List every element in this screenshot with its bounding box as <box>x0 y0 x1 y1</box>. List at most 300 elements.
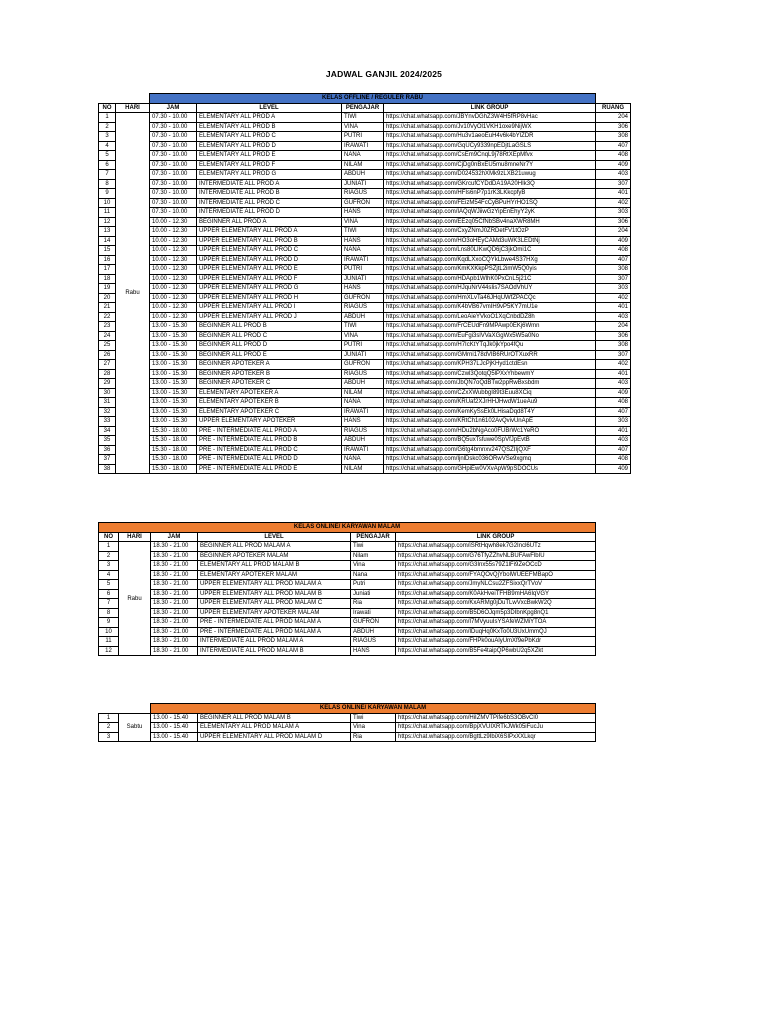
pengajar-cell: PUTRI <box>342 341 384 351</box>
table-row <box>99 417 631 427</box>
pengajar-cell: JUNIATI <box>342 179 384 189</box>
pengajar-cell: Tiwi <box>351 542 396 552</box>
table-row <box>99 179 631 189</box>
row-number: 18 <box>99 274 116 284</box>
link-group-link[interactable]: https://chat.whatsapp.com/CjDg0nBxEU5mu8mneNr7Y <box>384 160 596 170</box>
table-row <box>99 303 631 313</box>
jam-cell: 10.00 - 12.30 <box>150 284 197 294</box>
level-cell: BEGINNER ALL PROD E <box>197 350 342 360</box>
link-group-link[interactable]: https://chat.whatsapp.com/Czwl3QotqQ5lPXxYhbewmY <box>384 369 596 379</box>
level-cell: ELEMENTARY ALL PROD MALAM B <box>198 561 351 571</box>
table-row <box>99 341 631 351</box>
table-row <box>99 407 631 417</box>
level-cell: ELEMENTARY ALL PROD A <box>197 113 342 123</box>
link-group-link[interactable]: https://chat.whatsapp.com/GMrni178dVlB6RUrOTXuxRR <box>384 350 596 360</box>
level-cell: ELEMENTARY ALL PROD D <box>197 141 342 151</box>
row-number: 12 <box>99 217 116 227</box>
header-no: NO <box>99 532 119 542</box>
jam-cell: 07.30 - 10.00 <box>150 189 197 199</box>
table-row <box>99 426 631 436</box>
table-row <box>99 542 596 552</box>
pengajar-cell: GUFRON <box>351 618 396 628</box>
row-number: 2 <box>99 551 119 561</box>
pengajar-cell: RIAGUS <box>351 637 396 647</box>
header-level: LEVEL <box>198 532 351 542</box>
row-number: 10 <box>99 198 116 208</box>
row-number: 10 <box>99 627 119 637</box>
link-group-link[interactable]: https://chat.whatsapp.com/FrCEUdFn9MPAwp0EKj6Wmn <box>384 322 596 332</box>
table-row <box>99 608 596 618</box>
row-number: 20 <box>99 293 116 303</box>
link-group-link[interactable]: https://chat.whatsapp.com/EuFgi3slVVaXGgWx5W5a0No <box>384 331 596 341</box>
ruang-cell: 306 <box>596 331 631 341</box>
table-row <box>99 455 631 465</box>
table-row <box>99 151 631 161</box>
offline-schedule-table <box>98 93 631 474</box>
pengajar-cell: RIAGUS <box>342 426 384 436</box>
jam-cell: 10.00 - 12.30 <box>150 217 197 227</box>
jam-cell: 15.30 - 18.00 <box>150 445 197 455</box>
table-row <box>99 293 631 303</box>
row-number: 26 <box>99 350 116 360</box>
ruang-cell: 407 <box>596 407 631 417</box>
table-row <box>99 170 631 180</box>
level-cell: UPPER ELEMENTARY APOTEKER <box>197 417 342 427</box>
level-cell: BEGINNER APOTEKER B <box>197 369 342 379</box>
jam-cell: 18.30 - 21.00 <box>151 646 198 656</box>
link-group-link[interactable]: https://chat.whatsapp.com/KemKySsEk0LHisaDqd8T4Y <box>384 407 596 417</box>
pengajar-cell: NANA <box>342 151 384 161</box>
level-cell: ELEMENTARY ALL PROD G <box>197 170 342 180</box>
online-saturday-banner: KELAS ONLINE/ KARYAWAN MALAM <box>151 704 596 714</box>
level-cell: INTERMEDIATE ALL PROD MALAM B <box>198 646 351 656</box>
table-row <box>99 580 596 590</box>
table-row <box>99 208 631 218</box>
level-cell: INTERMEDIATE ALL PROD A <box>197 179 342 189</box>
pengajar-cell: VINA <box>342 122 384 132</box>
hari-cell: Sabtu <box>119 713 151 742</box>
row-number: 36 <box>99 445 116 455</box>
table-row <box>99 713 596 723</box>
jam-cell: 13.00 - 15.30 <box>150 341 197 351</box>
ruang-cell: 409 <box>596 388 631 398</box>
link-group-link[interactable]: https://chat.whatsapp.com/Hu3v1aeoEuH4v6k4bYlZDR <box>384 132 596 142</box>
row-number: 23 <box>99 322 116 332</box>
link-group-link[interactable]: https://chat.whatsapp.com/K0AkHveiTFHB9mHA6IqVGY <box>396 589 596 599</box>
jam-cell: 13.00 - 15.30 <box>150 379 197 389</box>
row-number: 4 <box>99 570 119 580</box>
header-no: NO <box>99 103 116 113</box>
ruang-cell: 401 <box>596 303 631 313</box>
link-group-link[interactable]: https://chat.whatsapp.com/HDApb1WlhK0PxCnL5j21C <box>384 274 596 284</box>
link-group-link[interactable]: https://chat.whatsapp.com/BgttLz9IbiX6SIPxXXLkqr <box>396 732 596 742</box>
pengajar-cell: Vina <box>351 723 396 733</box>
level-cell: ELEMENTARY APOTEKER B <box>197 398 342 408</box>
header-pengajar: PENGAJAR <box>342 103 384 113</box>
jam-cell: 07.30 - 10.00 <box>150 170 197 180</box>
row-number: 3 <box>99 561 119 571</box>
level-cell: ELEMENTARY APOTEKER A <box>197 388 342 398</box>
row-number: 7 <box>99 170 116 180</box>
link-group-link[interactable]: https://chat.whatsapp.com/IDuqHq0KxTo0U3UxUmmQJ <box>396 627 596 637</box>
online-weekday-table <box>98 522 596 656</box>
jam-cell: 18.30 - 21.00 <box>151 599 198 609</box>
link-group-link[interactable]: https://chat.whatsapp.com/FHPk0ouAlyUmXf9ePbKdr <box>396 637 596 647</box>
hari-cell: Rabu <box>119 542 151 656</box>
pengajar-cell: NILAM <box>342 464 384 474</box>
online-saturday-table <box>98 703 596 742</box>
online-weekday-banner: KELAS ONLINE/ KARYAWAN MALAM <box>99 523 596 533</box>
table-row <box>99 589 596 599</box>
pengajar-cell: ABDUH <box>342 312 384 322</box>
level-cell: UPPER ELEMENTARY ALL PROD MALAM A <box>198 580 351 590</box>
row-number: 38 <box>99 464 116 474</box>
pengajar-cell: VINA <box>342 331 384 341</box>
link-group-link[interactable]: https://chat.whatsapp.com/GqUCy9339npEDjtLaGSLS <box>384 141 596 151</box>
ruang-cell: 308 <box>596 132 631 142</box>
row-number: 30 <box>99 388 116 398</box>
link-group-link[interactable]: https://chat.whatsapp.com/G6tg4bmnxv247QSZIIjQXF <box>384 445 596 455</box>
jam-cell: 13.00 - 15.30 <box>150 322 197 332</box>
jam-cell: 18.30 - 21.00 <box>151 580 198 590</box>
link-group-link[interactable]: https://chat.whatsapp.com/K4bVB67vmIH9vP5KY7mU1e <box>384 303 596 313</box>
pengajar-cell: Ria <box>351 599 396 609</box>
jam-cell: 07.30 - 10.00 <box>150 179 197 189</box>
jam-cell: 18.30 - 21.00 <box>151 561 198 571</box>
pengajar-cell: Vina <box>351 561 396 571</box>
level-cell: UPPER ELEMENTARY ALL PROD MALAM C <box>198 599 351 609</box>
ruang-cell: 307 <box>596 179 631 189</box>
link-group-link[interactable]: https://chat.whatsapp.com/KxARMg0jDuTLwVxcBwkW2Q <box>396 599 596 609</box>
pengajar-cell: HANS <box>342 284 384 294</box>
table-row <box>99 732 596 742</box>
jam-cell: 13.00 - 15.30 <box>150 350 197 360</box>
table-row <box>99 618 596 628</box>
table-row <box>99 570 596 580</box>
link-group-link[interactable]: https://chat.whatsapp.com/KPH37LJcPjKHyd1ctdEsn <box>384 360 596 370</box>
pengajar-cell: PUTRI <box>342 265 384 275</box>
hari-cell: Rabu <box>116 113 150 474</box>
link-group-link[interactable]: https://chat.whatsapp.com/GKrcufCYDdDA19A20HIk3Q <box>384 179 596 189</box>
header-hari: HARI <box>119 532 151 542</box>
jam-cell: 10.00 - 12.30 <box>150 293 197 303</box>
jam-cell: 07.30 - 10.00 <box>150 160 197 170</box>
ruang-cell: 409 <box>596 160 631 170</box>
ruang-cell: 402 <box>596 198 631 208</box>
link-group-link[interactable]: https://chat.whatsapp.com/LeoAieYVkoO1XqCnbdDZ8h <box>384 312 596 322</box>
level-cell: PRE - INTERMEDIATE ALL PROD E <box>197 464 342 474</box>
level-cell: UPPER ELEMENTARY ALL PROD MALAM B <box>198 589 351 599</box>
table-row <box>99 132 631 142</box>
jam-cell: 18.30 - 21.00 <box>151 551 198 561</box>
table-row <box>99 189 631 199</box>
link-group-link[interactable]: https://chat.whatsapp.com/CxyZNmJ0ZRDetFV1tOzP <box>384 227 596 237</box>
jam-cell: 18.30 - 21.00 <box>151 618 198 628</box>
table-row <box>99 331 631 341</box>
ruang-cell: 403 <box>596 379 631 389</box>
row-number: 16 <box>99 255 116 265</box>
row-number: 12 <box>99 646 119 656</box>
level-cell: PRE - INTERMEDIATE ALL PROD MALAM A <box>198 627 351 637</box>
level-cell: UPPER ELEMENTARY ALL PROD C <box>197 246 342 256</box>
jam-cell: 18.30 - 21.00 <box>151 570 198 580</box>
link-group-link[interactable]: https://chat.whatsapp.com/B5D6OJqm5p3DIbnKpg8nQ1 <box>396 608 596 618</box>
link-group-link[interactable]: https://chat.whatsapp.com/D024532hXMk9zLXB21uwug <box>384 170 596 180</box>
link-group-link[interactable]: https://chat.whatsapp.com/FEizM54FcCyBPuHYrHO1SQ <box>384 198 596 208</box>
jam-cell: 07.30 - 10.00 <box>150 208 197 218</box>
table-row <box>99 436 631 446</box>
header-level: LEVEL <box>197 103 342 113</box>
level-cell: UPPER ELEMENTARY ALL PROD B <box>197 236 342 246</box>
table-row <box>99 265 631 275</box>
ruang-cell: 401 <box>596 426 631 436</box>
ruang-cell: 409 <box>596 464 631 474</box>
level-cell: PRE - INTERMEDIATE ALL PROD C <box>197 445 342 455</box>
level-cell: PRE - INTERMEDIATE ALL PROD D <box>197 455 342 465</box>
header-ruang: RUANG <box>596 103 631 113</box>
link-group-link[interactable]: https://chat.whatsapp.com/Jv10VyOl1VKH1oxe9NijWX <box>384 122 596 132</box>
ruang-cell: 306 <box>596 122 631 132</box>
jam-cell: 13.00 - 15.30 <box>150 369 197 379</box>
link-group-link[interactable]: https://chat.whatsapp.com/HmXLvTa46JHqUWfZPACQc <box>384 293 596 303</box>
table-row <box>99 388 631 398</box>
pengajar-cell: ABDUH <box>342 379 384 389</box>
level-cell: UPPER ELEMENTARY ALL PROD E <box>197 265 342 275</box>
ruang-cell: 407 <box>596 141 631 151</box>
table-header-row <box>99 532 596 542</box>
level-cell: UPPER ELEMENTARY ALL PROD J <box>197 312 342 322</box>
table-row <box>99 113 631 123</box>
link-group-link[interactable]: https://chat.whatsapp.com/G3Inx55s79Z1lFi9ZeOCcD <box>396 561 596 571</box>
table-row <box>99 198 631 208</box>
row-number: 24 <box>99 331 116 341</box>
jam-cell: 07.30 - 10.00 <box>150 151 197 161</box>
level-cell: ELEMENTARY ALL PROD E <box>197 151 342 161</box>
table-row <box>99 551 596 561</box>
ruang-cell: 401 <box>596 369 631 379</box>
ruang-cell: 408 <box>596 455 631 465</box>
link-group-link[interactable]: https://chat.whatsapp.com/EEzq05CfNbSBv4naXWR8MH <box>384 217 596 227</box>
level-cell: INTERMEDIATE ALL PROD MALAM A <box>198 637 351 647</box>
pengajar-cell: TIWI <box>342 227 384 237</box>
ruang-cell: 303 <box>596 417 631 427</box>
ruang-cell: 308 <box>596 265 631 275</box>
table-row <box>99 236 631 246</box>
row-number: 33 <box>99 417 116 427</box>
pengajar-cell: TIWI <box>342 113 384 123</box>
pengajar-cell: RIAGUS <box>342 303 384 313</box>
row-number: 31 <box>99 398 116 408</box>
row-number: 3 <box>99 732 119 742</box>
pengajar-cell: HANS <box>342 208 384 218</box>
jam-cell: 13.00 - 15.30 <box>150 417 197 427</box>
link-group-link[interactable]: https://chat.whatsapp.com/KqdLXxoCQYkLbwe4S37HXg <box>384 255 596 265</box>
pengajar-cell: JUNIATI <box>342 274 384 284</box>
ruang-cell: 407 <box>596 255 631 265</box>
link-group-link[interactable]: https://chat.whatsapp.com/KRUaf2XJrHHJHwdW1ueAu9 <box>384 398 596 408</box>
link-group-link[interactable]: https://chat.whatsapp.com/HFIs6nP7p1rK3LKkcpfyB <box>384 189 596 199</box>
pengajar-cell: Ria <box>351 732 396 742</box>
level-cell: INTERMEDIATE ALL PROD C <box>197 198 342 208</box>
level-cell: UPPER ELEMENTARY ALL PROD I <box>197 303 342 313</box>
pengajar-cell: VINA <box>342 217 384 227</box>
link-group-link[interactable]: https://chat.whatsapp.com/JmyNLCsu2ZFSixxQrTVoV <box>396 580 596 590</box>
level-cell: ELEMENTARY ALL PROD MALAM A <box>198 723 351 733</box>
link-group-link[interactable]: https://chat.whatsapp.com/KRtCh1n6102AvQvivUnApE <box>384 417 596 427</box>
jam-cell: 10.00 - 12.30 <box>150 274 197 284</box>
link-group-link[interactable]: https://chat.whatsapp.com/B5Fe4taipQP6wbU2q5XZkt <box>396 646 596 656</box>
link-group-link[interactable]: https://chat.whatsapp.com/FYAQOvQjYbolWUEEFMBapO <box>396 570 596 580</box>
row-number: 25 <box>99 341 116 351</box>
jam-cell: 15.30 - 18.00 <box>150 436 197 446</box>
jam-cell: 10.00 - 12.30 <box>150 265 197 275</box>
ruang-cell: 307 <box>596 350 631 360</box>
link-group-link[interactable]: https://chat.whatsapp.com/CsEm9CnqL9j78RtXEpMfvx <box>384 151 596 161</box>
row-number: 19 <box>99 284 116 294</box>
table-row <box>99 160 631 170</box>
ruang-cell: 409 <box>596 236 631 246</box>
jam-cell: 18.30 - 21.00 <box>151 542 198 552</box>
pengajar-cell: RIAGUS <box>342 189 384 199</box>
link-group-link[interactable]: https://chat.whatsapp.com/HJquNrV44sIis7SAOdVhUY <box>384 284 596 294</box>
link-group-link[interactable]: https://chat.whatsapp.com/HO3oHEyCAMd3uWK3LEDtNj <box>384 236 596 246</box>
pengajar-cell: TIWI <box>342 322 384 332</box>
level-cell: ELEMENTARY ALL PROD F <box>197 160 342 170</box>
row-number: 1 <box>99 113 116 123</box>
level-cell: BEGINNER ALL PROD MALAM B <box>198 713 351 723</box>
jam-cell: 10.00 - 12.30 <box>150 227 197 237</box>
jam-cell: 18.30 - 21.00 <box>151 627 198 637</box>
jam-cell: 10.00 - 12.30 <box>150 246 197 256</box>
level-cell: BEGINNER ALL PROD C <box>197 331 342 341</box>
pengajar-cell: ABDUH <box>351 627 396 637</box>
jam-cell: 13.00 - 15.30 <box>150 331 197 341</box>
pengajar-cell: HANS <box>351 646 396 656</box>
link-group-link[interactable]: https://chat.whatsapp.com/IjnlDskc036ORwVSe9xgmq <box>384 455 596 465</box>
row-number: 9 <box>99 618 119 628</box>
row-number: 2 <box>99 122 116 132</box>
row-number: 15 <box>99 246 116 256</box>
row-number: 2 <box>99 723 119 733</box>
level-cell: UPPER ELEMENTARY ALL PROD H <box>197 293 342 303</box>
pengajar-cell: RIAGUS <box>342 369 384 379</box>
level-cell: BEGINNER ALL PROD B <box>197 322 342 332</box>
row-number: 14 <box>99 236 116 246</box>
ruang-cell: 408 <box>596 398 631 408</box>
offline-banner: KELAS OFFLINE / REGULER RABU <box>150 94 596 104</box>
jam-cell: 07.30 - 10.00 <box>150 198 197 208</box>
ruang-cell: 303 <box>596 208 631 218</box>
table-row <box>99 360 631 370</box>
pengajar-cell: HANS <box>342 417 384 427</box>
ruang-cell: 204 <box>596 322 631 332</box>
table-row <box>99 312 631 322</box>
link-group-link[interactable]: https://chat.whatsapp.com/JBYnvDGhZ3W4H5fRP8vHac <box>384 113 596 123</box>
link-group-link[interactable]: https://chat.whatsapp.com/CZxXWubbgI89t3Euu8XCiq <box>384 388 596 398</box>
header-hari: HARI <box>116 103 150 113</box>
pengajar-cell: Tiwi <box>351 713 396 723</box>
level-cell: BEGINNER ALL PROD D <box>197 341 342 351</box>
page-title: JADWAL GANJIL 2024/2025 <box>325 69 443 79</box>
link-group-link[interactable]: https://chat.whatsapp.com/iSRtHqwh8ek7G2Incl6UTz <box>396 542 596 552</box>
link-group-link[interactable]: https://chat.whatsapp.com/IAQqWJiiwGzYipEnEhyY2yK <box>384 208 596 218</box>
table-row <box>99 464 631 474</box>
ruang-cell: 307 <box>596 274 631 284</box>
level-cell: BEGINNER ALL PROD MALAM A <box>198 542 351 552</box>
level-cell: ELEMENTARY APOTEKER MALAM <box>198 570 351 580</box>
row-number: 29 <box>99 379 116 389</box>
link-group-link[interactable]: https://chat.whatsapp.com/G76TfyZZhvNLBUFAwFlbIU <box>396 551 596 561</box>
jam-cell: 13.00 - 15.30 <box>150 360 197 370</box>
ruang-cell: 403 <box>596 312 631 322</box>
row-number: 11 <box>99 208 116 218</box>
table-row <box>99 379 631 389</box>
link-group-link[interactable]: https://chat.whatsapp.com/Lns80LIKwQD6jC3jkOmi1C <box>384 246 596 256</box>
table-row <box>99 227 631 237</box>
jam-cell: 07.30 - 10.00 <box>150 132 197 142</box>
link-group-link[interactable]: https://chat.whatsapp.com/HDu2bNgAco0FUBrWc1YeRO <box>384 426 596 436</box>
ruang-cell: 408 <box>596 246 631 256</box>
row-number: 11 <box>99 637 119 647</box>
pengajar-cell: JUNIATI <box>342 350 384 360</box>
pengajar-cell: Nana <box>351 570 396 580</box>
pengajar-cell: ABDUH <box>342 170 384 180</box>
jam-cell: 07.30 - 10.00 <box>150 141 197 151</box>
level-cell: ELEMENTARY ALL PROD B <box>197 122 342 132</box>
row-number: 22 <box>99 312 116 322</box>
jam-cell: 07.30 - 10.00 <box>150 122 197 132</box>
level-cell: INTERMEDIATE ALL PROD B <box>197 189 342 199</box>
link-group-link[interactable]: https://chat.whatsapp.com/BQ5uxTsfuwe0SpVfJpEvtB <box>384 436 596 446</box>
ruang-cell: 402 <box>596 360 631 370</box>
link-group-link[interactable]: https://chat.whatsapp.com/GHpiEw0VXvApW9pSDOCUs <box>384 464 596 474</box>
row-number: 37 <box>99 455 116 465</box>
level-cell: UPPER ELEMENTARY ALL PROD G <box>197 284 342 294</box>
ruang-cell: 401 <box>596 189 631 199</box>
level-cell: BEGINNER APOTEKER A <box>197 360 342 370</box>
pengajar-cell: NANA <box>342 398 384 408</box>
link-group-link[interactable]: https://chat.whatsapp.com/KmKXKkpPSZjtL2imW5Q0yis <box>384 265 596 275</box>
table-row <box>99 122 631 132</box>
jam-cell: 15.30 - 18.00 <box>150 455 197 465</box>
jam-cell: 13.00 - 15.30 <box>150 398 197 408</box>
pengajar-cell: GUFRON <box>342 360 384 370</box>
table-row <box>99 369 631 379</box>
link-group-link[interactable]: https://chat.whatsapp.com/HiIZMVTPife6bS3OBvCl0 <box>396 713 596 723</box>
row-number: 34 <box>99 426 116 436</box>
jam-cell: 15.30 - 18.00 <box>150 464 197 474</box>
pengajar-cell: PUTRI <box>342 132 384 142</box>
link-group-link[interactable]: https://chat.whatsapp.com/I7MVyuuIsYSAfeWZMiYTOA <box>396 618 596 628</box>
ruang-cell: 204 <box>596 113 631 123</box>
row-number: 1 <box>99 542 119 552</box>
level-cell: ELEMENTARY ALL PROD C <box>197 132 342 142</box>
pengajar-cell: IRAWATI <box>342 407 384 417</box>
row-number: 35 <box>99 436 116 446</box>
pengajar-cell: Irawati <box>351 608 396 618</box>
table-row <box>99 246 631 256</box>
jam-cell: 10.00 - 12.30 <box>150 236 197 246</box>
link-group-link[interactable]: https://chat.whatsapp.com/BpjXVUIXRTkJWk05iFucJu <box>396 723 596 733</box>
level-cell: UPPER ELEMENTARY ALL PROD D <box>197 255 342 265</box>
pengajar-cell: GUFRON <box>342 293 384 303</box>
link-group-link[interactable]: https://chat.whatsapp.com/JbQN7oQdBTw2ppRwBxsbdm <box>384 379 596 389</box>
row-number: 5 <box>99 580 119 590</box>
pengajar-cell: NILAM <box>342 160 384 170</box>
link-group-link[interactable]: https://chat.whatsapp.com/H7IcKtYTqJk0jkYpo4fQu <box>384 341 596 351</box>
jam-cell: 07.30 - 10.00 <box>150 113 197 123</box>
row-number: 4 <box>99 141 116 151</box>
